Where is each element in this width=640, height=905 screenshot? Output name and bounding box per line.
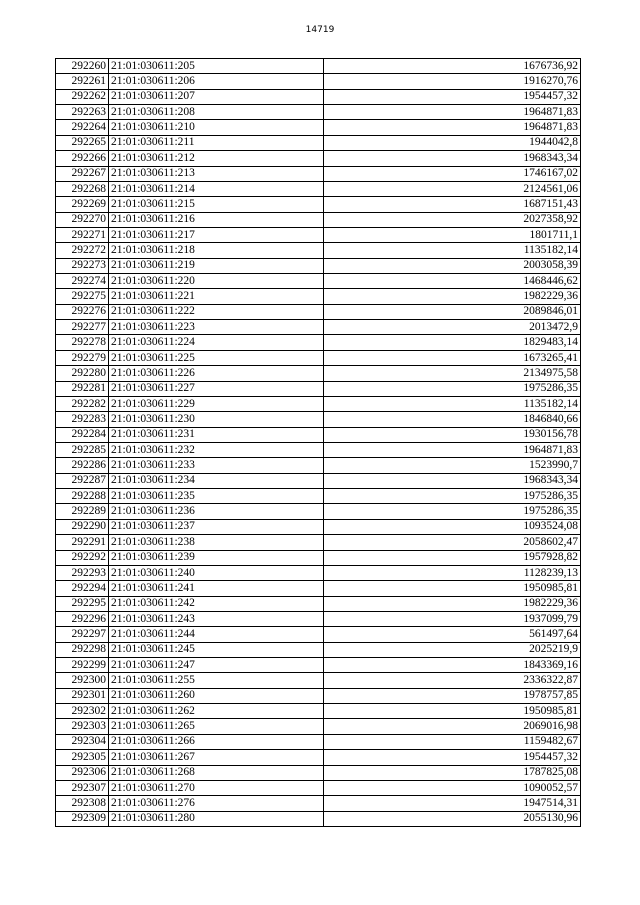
table-row bbox=[56, 688, 581, 703]
cadastral-number-cell: 21:01:030611:245 bbox=[109, 642, 324, 657]
row-number-cell: 292293 bbox=[56, 565, 109, 580]
cadastral-value-cell: 1787825,08 bbox=[324, 765, 581, 780]
cadastral-number-cell: 21:01:030611:216 bbox=[109, 212, 324, 227]
cadastral-number-cell: 21:01:030611:215 bbox=[109, 197, 324, 212]
cadastral-number-cell: 21:01:030611:221 bbox=[109, 289, 324, 304]
row-number-cell: 292306 bbox=[56, 765, 109, 780]
cadastral-number-cell: 21:01:030611:268 bbox=[109, 765, 324, 780]
table-row bbox=[56, 550, 581, 565]
cadastral-value-cell: 1135182,14 bbox=[324, 396, 581, 411]
table-row bbox=[56, 473, 581, 488]
table-row bbox=[56, 458, 581, 473]
cadastral-number-cell: 21:01:030611:238 bbox=[109, 535, 324, 550]
cadastral-number-cell: 21:01:030611:236 bbox=[109, 504, 324, 519]
cadastral-value-cell: 561497,64 bbox=[324, 627, 581, 642]
cadastral-number-cell: 21:01:030611:240 bbox=[109, 565, 324, 580]
table-row bbox=[56, 59, 581, 74]
row-number-cell: 292286 bbox=[56, 458, 109, 473]
row-number-cell: 292300 bbox=[56, 673, 109, 688]
row-number-cell: 292289 bbox=[56, 504, 109, 519]
table-row bbox=[56, 811, 581, 826]
cadastral-value-cell: 1159482,67 bbox=[324, 734, 581, 749]
cadastral-number-cell: 21:01:030611:207 bbox=[109, 89, 324, 104]
table-row bbox=[56, 135, 581, 150]
row-number-cell: 292294 bbox=[56, 581, 109, 596]
row-number-cell: 292297 bbox=[56, 627, 109, 642]
table-row bbox=[56, 335, 581, 350]
row-number-cell: 292265 bbox=[56, 135, 109, 150]
table-row bbox=[56, 765, 581, 780]
table-row bbox=[56, 704, 581, 719]
cadastral-number-cell: 21:01:030611:230 bbox=[109, 412, 324, 427]
cadastral-value-cell: 2003058,39 bbox=[324, 258, 581, 273]
row-number-cell: 292262 bbox=[56, 89, 109, 104]
cadastral-value-cell: 1964871,83 bbox=[324, 442, 581, 457]
cadastral-value-cell: 1957928,82 bbox=[324, 550, 581, 565]
row-number-cell: 292299 bbox=[56, 658, 109, 673]
table-row bbox=[56, 396, 581, 411]
cadastral-number-cell: 21:01:030611:280 bbox=[109, 811, 324, 826]
cadastral-number-cell: 21:01:030611:232 bbox=[109, 442, 324, 457]
cadastral-number-cell: 21:01:030611:229 bbox=[109, 396, 324, 411]
cadastral-value-cell: 1982229,36 bbox=[324, 289, 581, 304]
cadastral-value-cell: 2027358,92 bbox=[324, 212, 581, 227]
row-number-cell: 292278 bbox=[56, 335, 109, 350]
table-row bbox=[56, 504, 581, 519]
row-number-cell: 292295 bbox=[56, 596, 109, 611]
table-row bbox=[56, 565, 581, 580]
cadastral-value-cell: 1746167,02 bbox=[324, 166, 581, 181]
table-row bbox=[56, 258, 581, 273]
row-number-cell: 292283 bbox=[56, 412, 109, 427]
table-row bbox=[56, 120, 581, 135]
cadastral-number-cell: 21:01:030611:212 bbox=[109, 151, 324, 166]
cadastral-value-cell: 1964871,83 bbox=[324, 120, 581, 135]
row-number-cell: 292296 bbox=[56, 611, 109, 626]
cadastral-number-cell: 21:01:030611:213 bbox=[109, 166, 324, 181]
cadastral-value-cell: 1673265,41 bbox=[324, 350, 581, 365]
row-number-cell: 292272 bbox=[56, 243, 109, 258]
cadastral-number-cell: 21:01:030611:241 bbox=[109, 581, 324, 596]
cadastral-value-cell: 2058602,47 bbox=[324, 535, 581, 550]
cadastral-value-cell: 1128239,13 bbox=[324, 565, 581, 580]
row-number-cell: 292281 bbox=[56, 381, 109, 396]
cadastral-value-cell: 1964871,83 bbox=[324, 105, 581, 120]
cadastral-number-cell: 21:01:030611:227 bbox=[109, 381, 324, 396]
row-number-cell: 292307 bbox=[56, 780, 109, 795]
table-row bbox=[56, 442, 581, 457]
cadastral-number-cell: 21:01:030611:276 bbox=[109, 796, 324, 811]
cadastral-number-cell: 21:01:030611:206 bbox=[109, 74, 324, 89]
cadastral-number-cell: 21:01:030611:247 bbox=[109, 658, 324, 673]
table-row bbox=[56, 658, 581, 673]
cadastral-number-cell: 21:01:030611:220 bbox=[109, 274, 324, 289]
cadastral-value-cell: 2013472,9 bbox=[324, 320, 581, 335]
row-number-cell: 292291 bbox=[56, 535, 109, 550]
cadastral-number-cell: 21:01:030611:262 bbox=[109, 704, 324, 719]
table-row bbox=[56, 519, 581, 534]
cadastral-number-cell: 21:01:030611:270 bbox=[109, 780, 324, 795]
cadastral-number-cell: 21:01:030611:265 bbox=[109, 719, 324, 734]
cadastral-value-cell: 1954457,32 bbox=[324, 89, 581, 104]
row-number-cell: 292271 bbox=[56, 227, 109, 242]
row-number-cell: 292282 bbox=[56, 396, 109, 411]
cadastral-number-cell: 21:01:030611:235 bbox=[109, 489, 324, 504]
row-number-cell: 292268 bbox=[56, 181, 109, 196]
table-row bbox=[56, 350, 581, 365]
table-row bbox=[56, 673, 581, 688]
cadastral-value-cell: 2089846,01 bbox=[324, 304, 581, 319]
table-row bbox=[56, 734, 581, 749]
cadastral-number-cell: 21:01:030611:208 bbox=[109, 105, 324, 120]
table-row bbox=[56, 796, 581, 811]
table-row bbox=[56, 427, 581, 442]
row-number-cell: 292303 bbox=[56, 719, 109, 734]
row-number-cell: 292274 bbox=[56, 274, 109, 289]
cadastral-value-cell: 1930156,78 bbox=[324, 427, 581, 442]
cadastral-number-cell: 21:01:030611:211 bbox=[109, 135, 324, 150]
table-row bbox=[56, 627, 581, 642]
cadastral-number-cell: 21:01:030611:243 bbox=[109, 611, 324, 626]
table-row bbox=[56, 74, 581, 89]
table-row bbox=[56, 197, 581, 212]
row-number-cell: 292301 bbox=[56, 688, 109, 703]
cadastral-number-cell: 21:01:030611:239 bbox=[109, 550, 324, 565]
cadastral-value-cell: 1975286,35 bbox=[324, 489, 581, 504]
cadastral-number-cell: 21:01:030611:237 bbox=[109, 519, 324, 534]
cadastral-value-cell: 2055130,96 bbox=[324, 811, 581, 826]
row-number-cell: 292308 bbox=[56, 796, 109, 811]
cadastral-number-cell: 21:01:030611:217 bbox=[109, 227, 324, 242]
table-row bbox=[56, 366, 581, 381]
page-number: 14719 bbox=[305, 25, 335, 35]
cadastral-value-cell: 1950985,81 bbox=[324, 581, 581, 596]
cadastral-value-cell: 1947514,31 bbox=[324, 796, 581, 811]
cadastral-number-cell: 21:01:030611:225 bbox=[109, 350, 324, 365]
cadastral-value-cell: 1950985,81 bbox=[324, 704, 581, 719]
cadastral-value-cell: 1843369,16 bbox=[324, 658, 581, 673]
cadastral-value-cell: 1829483,14 bbox=[324, 335, 581, 350]
cadastral-value-cell: 1135182,14 bbox=[324, 243, 581, 258]
cadastral-value-cell: 2336322,87 bbox=[324, 673, 581, 688]
row-number-cell: 292276 bbox=[56, 304, 109, 319]
table-row bbox=[56, 274, 581, 289]
table-row bbox=[56, 642, 581, 657]
cadastral-number-cell: 21:01:030611:244 bbox=[109, 627, 324, 642]
row-number-cell: 292280 bbox=[56, 366, 109, 381]
cadastral-value-cell: 2134975,58 bbox=[324, 366, 581, 381]
row-number-cell: 292279 bbox=[56, 350, 109, 365]
table-row bbox=[56, 320, 581, 335]
cadastral-number-cell: 21:01:030611:267 bbox=[109, 750, 324, 765]
cadastral-value-cell: 1090052,57 bbox=[324, 780, 581, 795]
cadastral-number-cell: 21:01:030611:210 bbox=[109, 120, 324, 135]
cadastral-number-cell: 21:01:030611:218 bbox=[109, 243, 324, 258]
cadastral-value-cell: 2124561,06 bbox=[324, 181, 581, 196]
cadastral-value-cell: 1676736,92 bbox=[324, 59, 581, 74]
table-row bbox=[56, 181, 581, 196]
cadastral-number-cell: 21:01:030611:223 bbox=[109, 320, 324, 335]
row-number-cell: 292288 bbox=[56, 489, 109, 504]
table-row bbox=[56, 227, 581, 242]
row-number-cell: 292305 bbox=[56, 750, 109, 765]
table-row bbox=[56, 381, 581, 396]
table-row bbox=[56, 535, 581, 550]
row-number-cell: 292263 bbox=[56, 105, 109, 120]
cadastral-value-cell: 1687151,43 bbox=[324, 197, 581, 212]
row-number-cell: 292290 bbox=[56, 519, 109, 534]
row-number-cell: 292304 bbox=[56, 734, 109, 749]
row-number-cell: 292261 bbox=[56, 74, 109, 89]
cadastral-value-cell: 1975286,35 bbox=[324, 504, 581, 519]
row-number-cell: 292269 bbox=[56, 197, 109, 212]
cadastral-number-cell: 21:01:030611:260 bbox=[109, 688, 324, 703]
row-number-cell: 292302 bbox=[56, 704, 109, 719]
cadastral-number-cell: 21:01:030611:234 bbox=[109, 473, 324, 488]
row-number-cell: 292277 bbox=[56, 320, 109, 335]
cadastral-number-cell: 21:01:030611:266 bbox=[109, 734, 324, 749]
cadastral-value-cell: 1975286,35 bbox=[324, 381, 581, 396]
row-number-cell: 292264 bbox=[56, 120, 109, 135]
row-number-cell: 292298 bbox=[56, 642, 109, 657]
table-row bbox=[56, 581, 581, 596]
table-row bbox=[56, 412, 581, 427]
cadastral-number-cell: 21:01:030611:226 bbox=[109, 366, 324, 381]
registry-table bbox=[55, 58, 581, 827]
cadastral-value-cell: 1093524,08 bbox=[324, 519, 581, 534]
row-number-cell: 292292 bbox=[56, 550, 109, 565]
row-number-cell: 292275 bbox=[56, 289, 109, 304]
registry-table-body bbox=[56, 59, 581, 827]
cadastral-value-cell: 1944042,8 bbox=[324, 135, 581, 150]
cadastral-number-cell: 21:01:030611:222 bbox=[109, 304, 324, 319]
cadastral-value-cell: 1968343,34 bbox=[324, 473, 581, 488]
cadastral-value-cell: 1846840,66 bbox=[324, 412, 581, 427]
table-row bbox=[56, 780, 581, 795]
table-row bbox=[56, 89, 581, 104]
table-row bbox=[56, 151, 581, 166]
row-number-cell: 292285 bbox=[56, 442, 109, 457]
table-row bbox=[56, 289, 581, 304]
row-number-cell: 292309 bbox=[56, 811, 109, 826]
table-row bbox=[56, 105, 581, 120]
cadastral-number-cell: 21:01:030611:255 bbox=[109, 673, 324, 688]
row-number-cell: 292287 bbox=[56, 473, 109, 488]
cadastral-value-cell: 2069016,98 bbox=[324, 719, 581, 734]
row-number-cell: 292270 bbox=[56, 212, 109, 227]
table-row bbox=[56, 489, 581, 504]
table-row bbox=[56, 596, 581, 611]
row-number-cell: 292260 bbox=[56, 59, 109, 74]
row-number-cell: 292266 bbox=[56, 151, 109, 166]
cadastral-value-cell: 1978757,85 bbox=[324, 688, 581, 703]
table-row bbox=[56, 243, 581, 258]
cadastral-value-cell: 1523990,7 bbox=[324, 458, 581, 473]
row-number-cell: 292273 bbox=[56, 258, 109, 273]
table-row bbox=[56, 166, 581, 181]
cadastral-number-cell: 21:01:030611:224 bbox=[109, 335, 324, 350]
table-row bbox=[56, 212, 581, 227]
cadastral-value-cell: 1468446,62 bbox=[324, 274, 581, 289]
cadastral-value-cell: 1954457,32 bbox=[324, 750, 581, 765]
cadastral-number-cell: 21:01:030611:231 bbox=[109, 427, 324, 442]
cadastral-number-cell: 21:01:030611:205 bbox=[109, 59, 324, 74]
cadastral-number-cell: 21:01:030611:242 bbox=[109, 596, 324, 611]
cadastral-number-cell: 21:01:030611:233 bbox=[109, 458, 324, 473]
cadastral-value-cell: 1801711,1 bbox=[324, 227, 581, 242]
table-row bbox=[56, 611, 581, 626]
row-number-cell: 292267 bbox=[56, 166, 109, 181]
table-row bbox=[56, 719, 581, 734]
table-row bbox=[56, 304, 581, 319]
cadastral-value-cell: 1968343,34 bbox=[324, 151, 581, 166]
cadastral-value-cell: 2025219,9 bbox=[324, 642, 581, 657]
cadastral-value-cell: 1916270,76 bbox=[324, 74, 581, 89]
cadastral-value-cell: 1937099,79 bbox=[324, 611, 581, 626]
table-row bbox=[56, 750, 581, 765]
row-number-cell: 292284 bbox=[56, 427, 109, 442]
cadastral-number-cell: 21:01:030611:219 bbox=[109, 258, 324, 273]
cadastral-value-cell: 1982229,36 bbox=[324, 596, 581, 611]
cadastral-number-cell: 21:01:030611:214 bbox=[109, 181, 324, 196]
